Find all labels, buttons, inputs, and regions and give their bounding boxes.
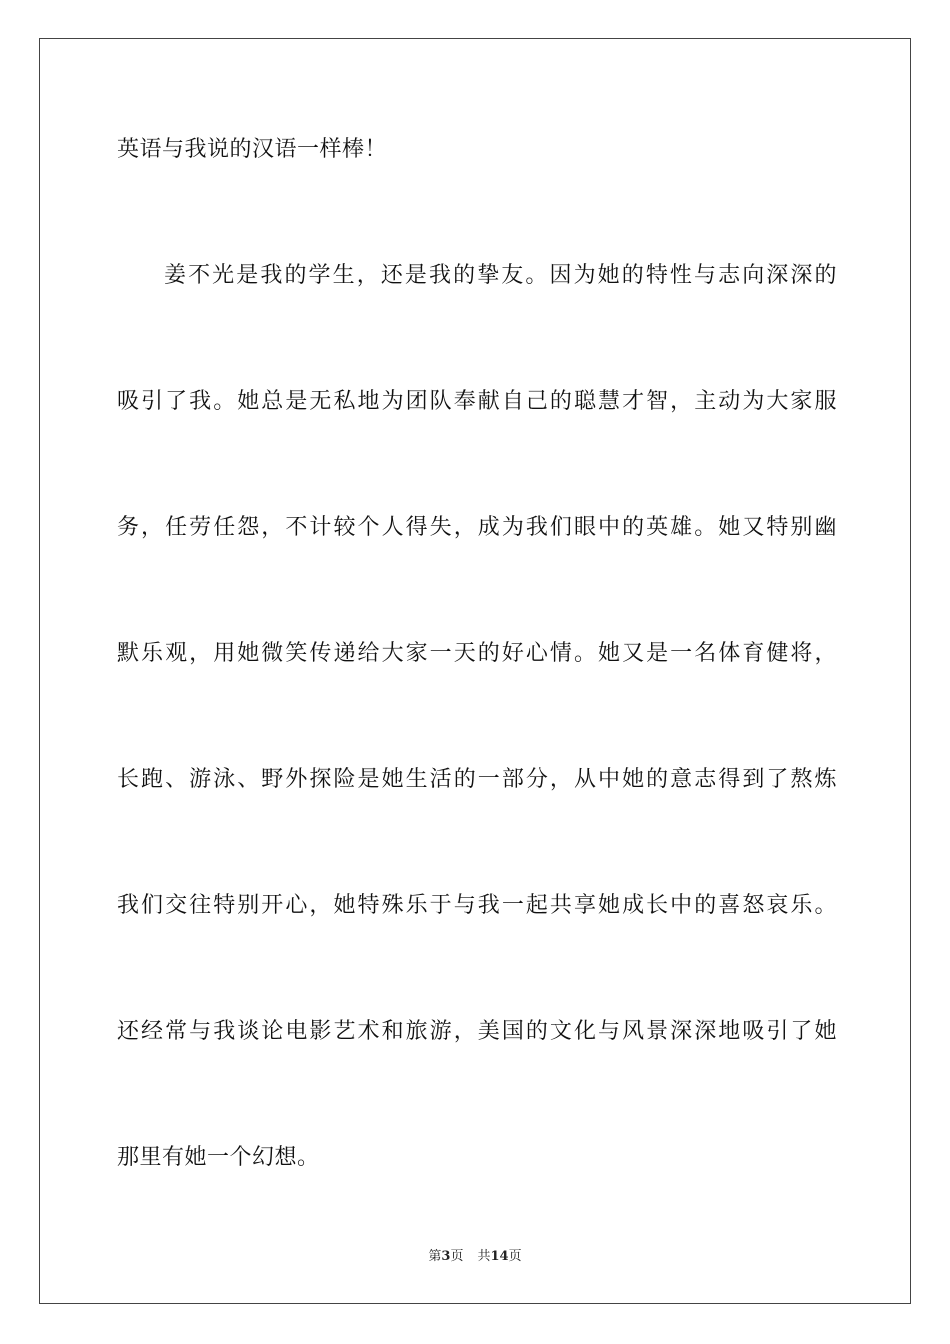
text-line-5: 默乐观，用她微笑传递给大家一天的好心情。她又是一名体育健将， — [117, 641, 837, 666]
text-line-3: 吸引了我。她总是无私地为团队奉献自己的聪慧才智，主动为大家服 — [117, 389, 837, 414]
text-line-2: 姜不光是我的学生，还是我的挚友。因为她的特性与志向深深的 — [164, 263, 837, 288]
footer-page-prefix: 第 — [428, 1249, 442, 1264]
text-line-7: 我们交往特别开心，她特殊乐于与我一起共享她成长中的喜怒哀乐。 — [117, 893, 837, 918]
footer-total-prefix: 共 — [477, 1249, 491, 1264]
text-line-1: 英语与我说的汉语一样棒！ — [117, 137, 388, 162]
text-line-8: 还经常与我谈论电影艺术和旅游，美国的文化与风景深深地吸引了她 — [117, 1019, 837, 1044]
page-footer — [0, 1248, 950, 1266]
text-line-6: 长跑、游泳、野外探险是她生活的一部分，从中她的意志得到了熬炼 — [117, 767, 837, 792]
text-line-4: 务，任劳任怨，不计较个人得失，成为我们眼中的英雄。她又特别幽 — [117, 515, 837, 540]
footer-total-suffix: 页 — [508, 1249, 522, 1264]
footer-page-number: 3 — [441, 1249, 451, 1264]
footer-total-pages: 14 — [490, 1249, 509, 1264]
text-line-9: 那里有她一个幻想。 — [117, 1145, 320, 1170]
footer-page-suffix: 页 — [450, 1249, 464, 1264]
page-frame — [39, 38, 911, 1304]
